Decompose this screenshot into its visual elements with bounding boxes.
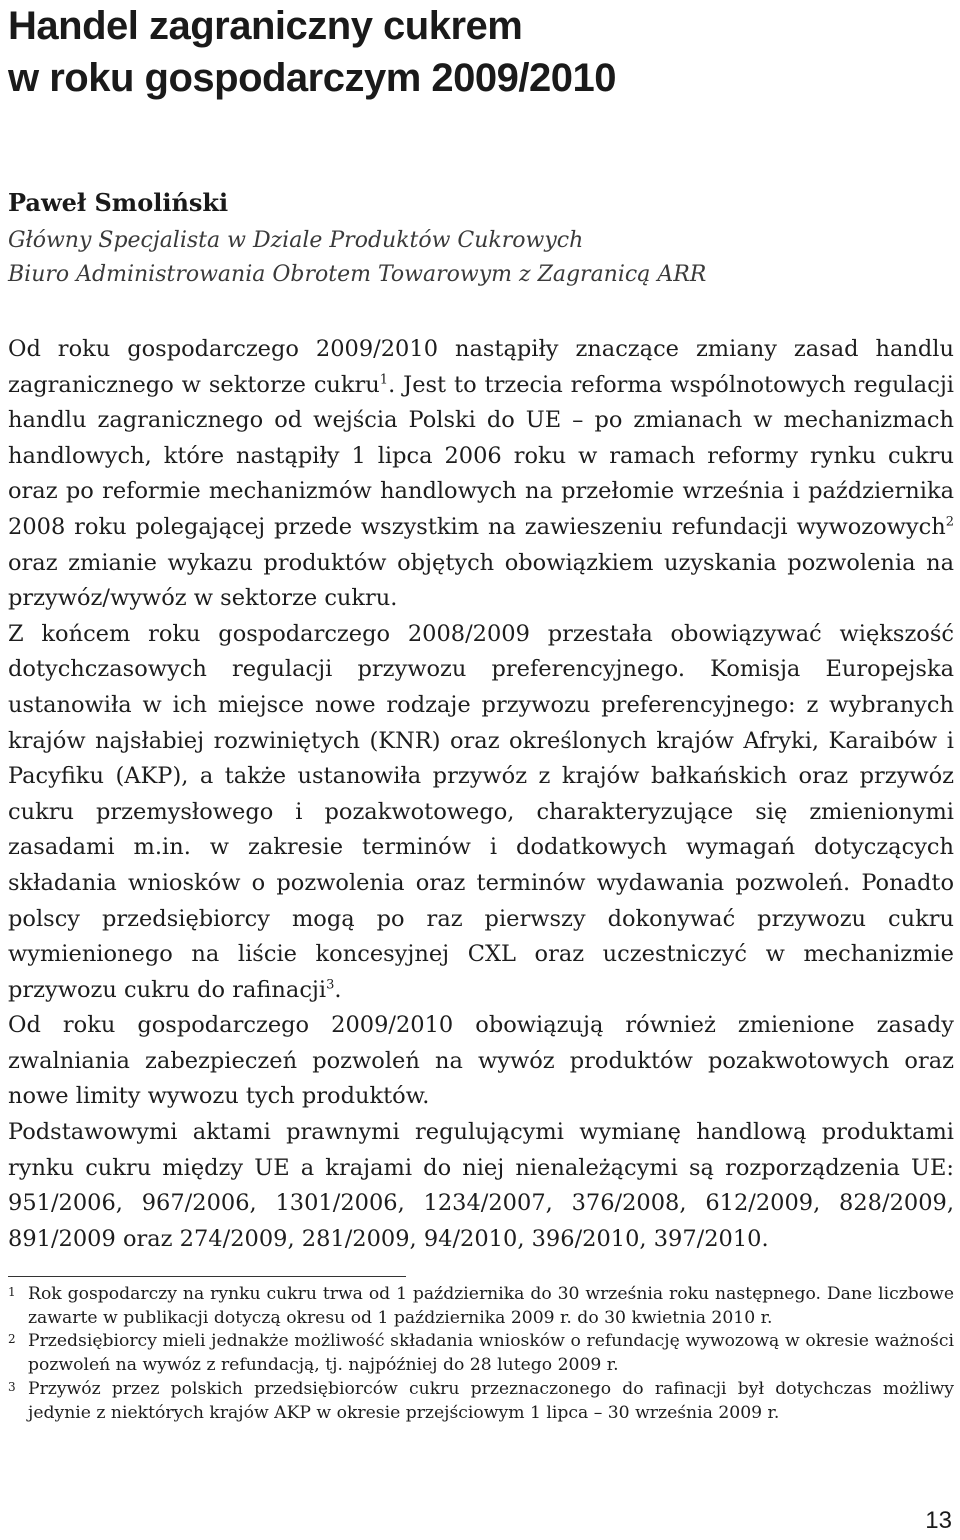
footnote-ref-2[interactable]: 2 bbox=[945, 514, 954, 530]
author-office: Biuro Administrowania Obrotem Towarowym z Zagranicą ARR bbox=[8, 262, 707, 287]
footnote-text: Rok gospodarczy na rynku cukru trwa od 1 października do 30 września roku następnego. Dane liczbowe zawarte w publikacji dotyczą okresu od 1 października 2009 r. do 30 kwietnia 2010 r. bbox=[28, 1284, 954, 1328]
footnote-text: Przedsiębiorcy mieli jednakże możliwość składania wniosków o refundację wywozową w okresie ważności pozwoleń na wywóz z refundacją, tj. najpóźniej do 28 lutego 2009 r. bbox=[28, 1331, 954, 1376]
article-title bbox=[8, 0, 948, 104]
footnote-text: Przywóz przez polskich przedsiębiorców cukru przeznaczonego do rafinacji był dotychczas możliwy jedynie z niektórych krajów AKP w okresie przejściowym 1 lipca – 30 września 2009 r. bbox=[28, 1378, 954, 1423]
paragraph-2-part-1: Z końcem roku gospodarczego 2008/2009 przestała obowiązywać większość dotychczasowych regulacji przywozu preferencyjnego. Komisja Europejska ustanowiła w ich miejsce nowe rodzaje przywozu preferencyjnego: z wybranych krajów najsłabiej rozwiniętych (KNR) oraz określonych krajów Afryki, Karaibów i Pacyfiku (AKP), a także ustanowiła przywóz z krajów bałkańskich oraz przywóz cukru przemysłowego i pozakwotowego, charakteryzujące się zmienionymi zasadami m.in. w zakresie terminów i dodatkowych wymagań dotyczących składania wniosków o pozwolenia oraz terminów wydawania pozwoleń. Ponadto polscy przedsiębiorcy mogą po raz pierwszy dokonywać przywozu cukru wymienionego na liście koncesyjnej CXL oraz uczestniczyć w mechanizmie przywozu cukru do rafinacji bbox=[8, 620, 954, 1003]
footnote-ref-1[interactable]: 1 bbox=[379, 372, 389, 388]
footnote-number: 2 bbox=[8, 1332, 16, 1347]
footnote-number: 3 bbox=[8, 1379, 16, 1394]
paragraph-3: Od roku gospodarczego 2009/2010 obowiązują również zmienione zasady zwalniania zabezpieczeń pozwoleń na wywóz produktów pozakwotowych oraz nowe limity wywozu tych produktów. bbox=[8, 1012, 954, 1110]
paragraph-4: Podstawowymi aktami prawnymi regulującymi wymianę handlową produktami rynku cukru między UE a krajami do niej nienależącymi są rozporządzenia UE: 951/2006, 967/2006, 1301/2006, 1234/2007, 376/2008, 612/2009, 828/2009, 891/2009 oraz 274/2009, 281/2009, 94/2010, 396/2010, 397/2010. bbox=[8, 1119, 954, 1252]
page-number: 13 bbox=[925, 1507, 952, 1534]
article-title-line-2: w roku gospodarczym 2009/2010 bbox=[8, 56, 616, 100]
article-title-line-1: Handel zagraniczny cukrem bbox=[8, 4, 523, 48]
article-body bbox=[8, 332, 954, 1257]
footnote-number: 1 bbox=[8, 1285, 16, 1299]
footnotes bbox=[8, 1283, 954, 1425]
author-position: Główny Specjalista w Dziale Produktów Cukrowych bbox=[8, 228, 584, 253]
paragraph-1 bbox=[8, 332, 954, 617]
footnote-3 bbox=[8, 1378, 954, 1425]
footnote-1 bbox=[8, 1283, 954, 1330]
paragraph-1-part-1: Od roku gospodarczego 2009/2010 nastąpiły znaczące zmiany zasad handlu zagranicznego w sektorze cukru bbox=[8, 336, 954, 398]
paragraph-1-part-3: oraz zmianie wykazu produktów objętych obowiązkiem uzyskania pozwolenia na przywóz/wywóz w sektorze cukru. bbox=[8, 549, 954, 612]
paragraph-2-part-2: . bbox=[334, 976, 342, 1003]
footnote-ref-3[interactable]: 3 bbox=[326, 977, 335, 993]
paragraph-1-part-2: . Jest to trzecia reforma wspólnotowych regulacji handlu zagranicznego od wejścia Polski do UE – po zmianach w mechanizmach handlowych, które nastąpiły 1 lipca 2006 roku w ramach reformy rynku cukru oraz po reformie mechanizmów handlowych na przełomie września i października 2008 roku polegającej przede wszystkim na zawieszeniu refundacji wywozowych bbox=[8, 371, 954, 540]
footnote-divider bbox=[8, 1276, 406, 1277]
footnote-2 bbox=[8, 1330, 954, 1377]
author-name: Paweł Smoliński bbox=[8, 188, 229, 217]
paragraph-2 bbox=[8, 617, 954, 1009]
